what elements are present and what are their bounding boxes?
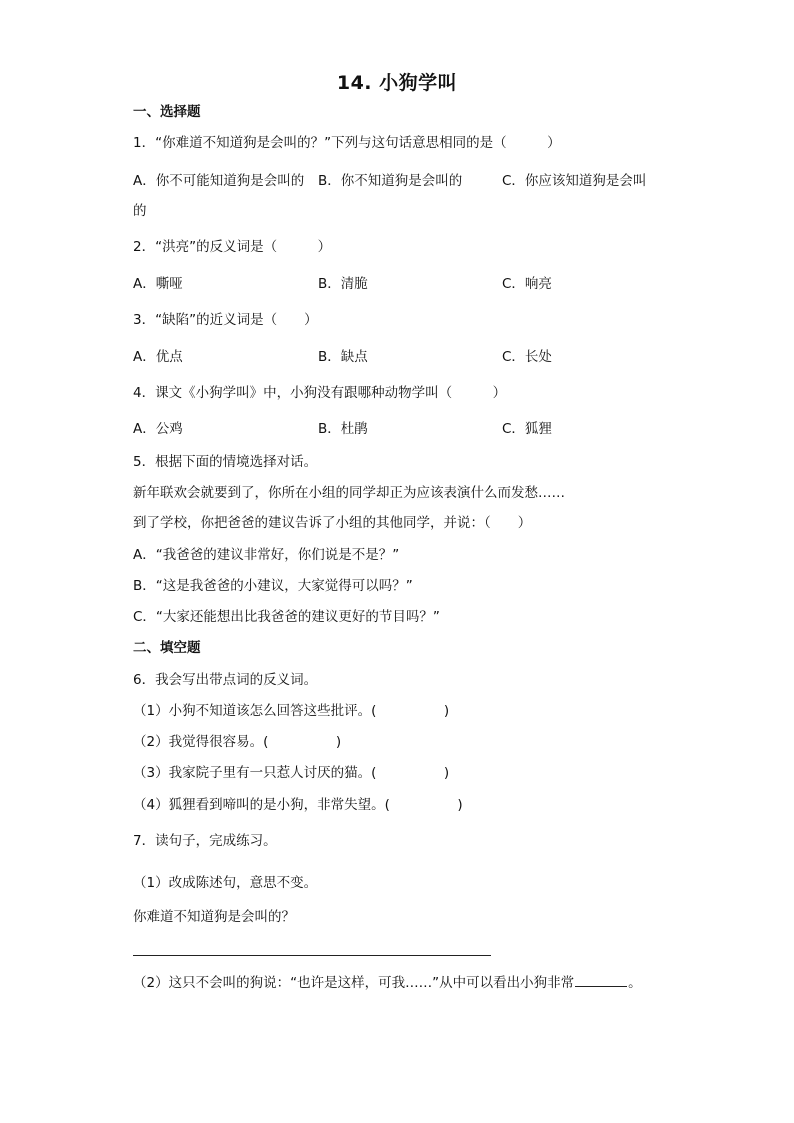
question-3-option-a: A．优点 <box>133 349 183 365</box>
question-4-option-a: A．公鸡 <box>133 421 183 437</box>
question-5-option-a: A．“我爸爸的建议非常好，你们说是不是？” <box>133 547 400 563</box>
question-7-stem: 7．读句子，完成练习。 <box>133 833 277 849</box>
question-6-item-4: （4）狐狸看到啼叫的是小狗，非常失望。( ) <box>133 797 463 813</box>
question-4-option-b: B．杜鹃 <box>318 421 368 437</box>
question-4-stem: 4．课文《小狗学叫》中，小狗没有跟哪种动物学叫（ ） <box>133 385 507 401</box>
question-1-option-c: C．你应该知道狗是会叫 <box>502 173 647 189</box>
question-3-stem: 3．“缺陷”的近义词是（ ） <box>133 312 318 328</box>
question-5-context-1: 新年联欢会就要到了，你所在小组的同学却正为应该表演什么而发愁…… <box>133 485 565 501</box>
question-1-option-b: B．你不知道狗是会叫的 <box>318 173 463 189</box>
question-1-stem: 1．“你难道不知道狗是会叫的？”下列与这句话意思相同的是（ ） <box>133 135 561 151</box>
section-heading-fill: 二、填空题 <box>133 640 201 656</box>
page-title: 14. 小狗学叫 <box>336 72 458 94</box>
section-heading-choice: 一、选择题 <box>133 104 201 120</box>
question-7-sentence: 你难道不知道狗是会叫的？ <box>133 909 295 925</box>
question-7-sub-2 <box>133 972 642 993</box>
question-2-option-c: C．响亮 <box>502 276 552 292</box>
question-6-stem: 6．我会写出带点词的反义词。 <box>133 672 318 688</box>
question-7-sub-2-end: 。 <box>628 975 642 991</box>
question-4-option-c: C．狐狸 <box>502 421 552 437</box>
question-7-sub-1: （1）改成陈述句，意思不变。 <box>133 875 318 891</box>
question-2-stem: 2．“洪亮”的反义词是（ ） <box>133 239 332 255</box>
question-1-option-c-wrap: 的 <box>133 203 147 219</box>
question-5-option-c: C．“大家还能想出比我爸爸的建议更好的节目吗？” <box>133 609 440 625</box>
question-6-item-3: （3）我家院子里有一只惹人讨厌的猫。( ) <box>133 765 450 781</box>
question-1-option-a: A．你不可能知道狗是会叫的 <box>133 173 305 189</box>
question-5-context-2: 到了学校，你把爸爸的建议告诉了小组的其他同学，并说：（ ） <box>133 515 532 531</box>
question-3-option-b: B．缺点 <box>318 349 368 365</box>
answer-line[interactable] <box>133 955 491 956</box>
question-6-item-2: （2）我觉得很容易。( ) <box>133 734 342 750</box>
question-3-option-c: C．长处 <box>502 349 552 365</box>
question-7-sub-2-text: （2）这只不会叫的狗说：“也许是这样，可我……”从中可以看出小狗非常 <box>133 975 575 991</box>
question-5-option-b: B．“这是我爸爸的小建议，大家觉得可以吗？” <box>133 578 413 594</box>
question-2-option-a: A．嘶哑 <box>133 276 183 292</box>
question-6-item-1: （1）小狗不知道该怎么回答这些批评。( ) <box>133 703 450 719</box>
answer-blank[interactable] <box>575 972 627 987</box>
question-5-stem: 5．根据下面的情境选择对话。 <box>133 454 318 470</box>
question-2-option-b: B．清脆 <box>318 276 368 292</box>
